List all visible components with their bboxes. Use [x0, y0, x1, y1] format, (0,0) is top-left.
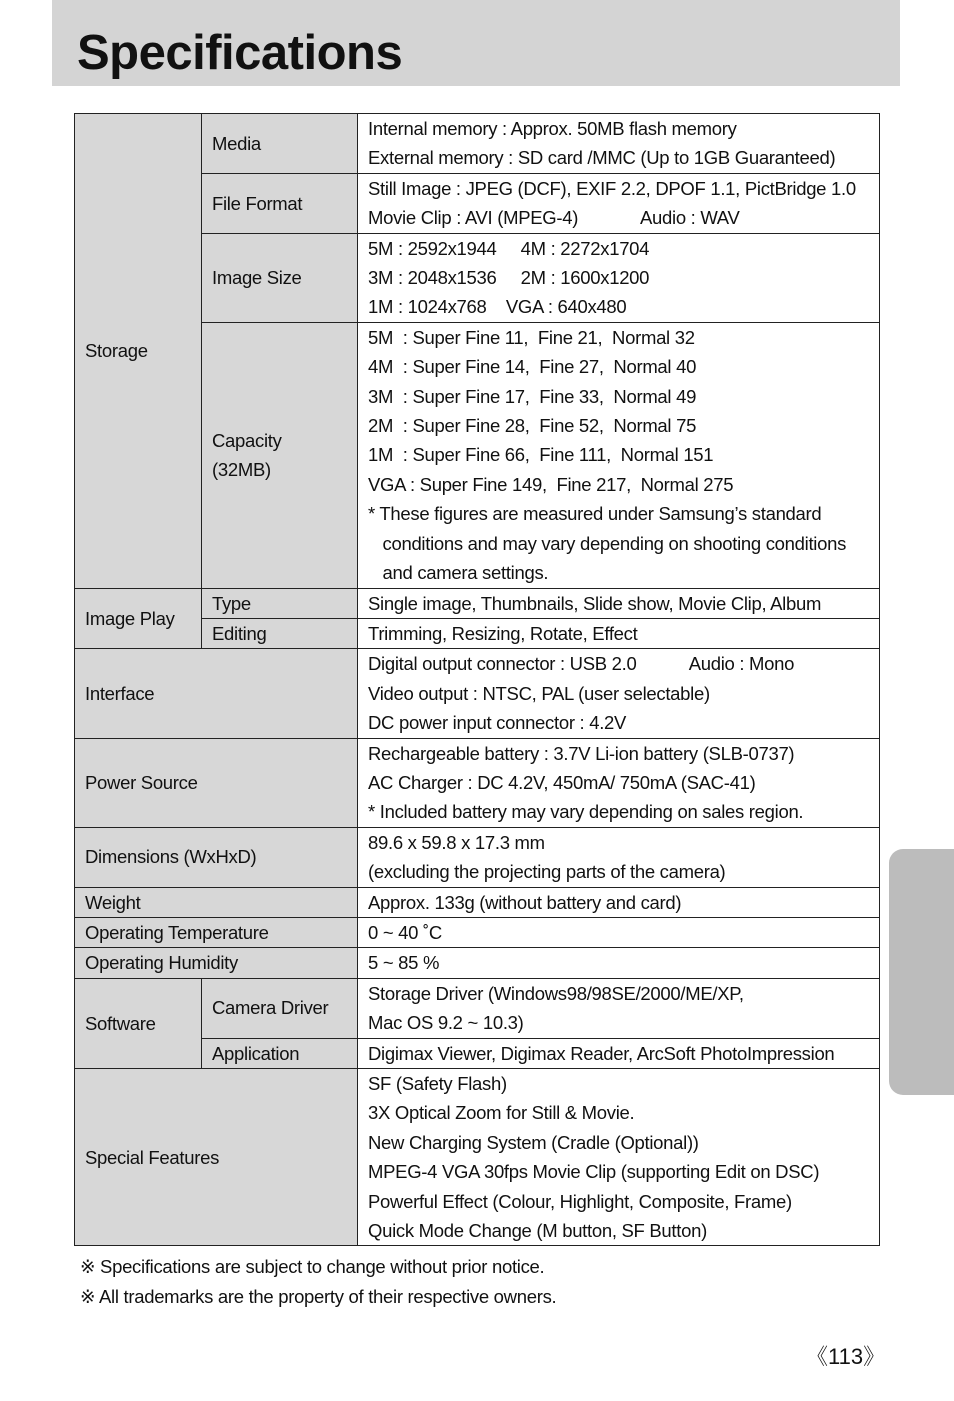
subcategory-camera-driver: Camera Driver	[202, 978, 358, 1038]
value-line: 89.6 x 59.8 x 17.3 mm	[368, 831, 545, 853]
value-line: Digital output connector : USB 2.0 Audio : Mono	[368, 653, 795, 675]
value-line: 3M : 2048x1536 2M : 1600x1200	[368, 267, 650, 289]
specifications-table	[74, 113, 880, 1246]
value-image-size	[358, 233, 880, 322]
subcategory-application: Application	[202, 1038, 358, 1068]
page-title: Specifications	[77, 26, 403, 80]
spec-row-dimensions	[75, 827, 880, 887]
value-line: * These figures are measured under Samsung’s standard	[368, 503, 822, 525]
value-dimensions	[358, 827, 880, 887]
spec-row-operating-humidity	[75, 948, 880, 978]
value-line: 1M : Super Fine 66, Fine 111, Normal 151	[368, 444, 714, 466]
value-line: Mac OS 9.2 ~ 10.3)	[368, 1012, 524, 1034]
value-line: conditions and may vary depending on shooting conditions	[368, 532, 847, 554]
category-storage: Storage	[75, 114, 202, 589]
subcategory-image-size: Image Size	[202, 233, 358, 322]
value-line: 2M : Super Fine 28, Fine 52, Normal 75	[368, 415, 697, 437]
value-camera-driver	[358, 978, 880, 1038]
value-weight: Approx. 133g (without battery and card)	[358, 887, 880, 917]
spec-row-media	[75, 114, 880, 174]
value-operating-humidity: 5 ~ 85 %	[358, 948, 880, 978]
footnote: ※ Specifications are subject to change without prior notice.	[80, 1256, 545, 1277]
value-line: External memory : SD card /MMC (Up to 1GB Guaranteed)	[368, 147, 836, 169]
value-special-features	[358, 1069, 880, 1246]
category-power-source: Power Source	[75, 738, 358, 827]
value-type: Single image, Thumbnails, Slide show, Movie Clip, Album	[358, 588, 880, 618]
value-line: New Charging System (Cradle (Optional))	[368, 1131, 699, 1153]
chapter-side-tab	[889, 849, 954, 1095]
value-line: Quick Mode Change (M button, SF Button)	[368, 1220, 707, 1242]
value-line: and camera settings.	[368, 562, 549, 584]
value-line: * Included battery may vary depending on sales region.	[368, 801, 804, 823]
footnote: ※ All trademarks are the property of their respective owners.	[80, 1285, 557, 1307]
value-line: Still Image : JPEG (DCF), EXIF 2.2, DPOF 1.1, PictBridge 1.0	[368, 177, 856, 199]
subcategory-capacity	[202, 322, 358, 588]
category-special-features: Special Features	[75, 1069, 358, 1246]
value-line: Movie Clip : AVI (MPEG-4) Audio : WAV	[368, 207, 740, 229]
category-operating-temperature: Operating Temperature	[75, 917, 358, 947]
category-image-play: Image Play	[75, 588, 202, 649]
spec-row-weight	[75, 887, 880, 917]
value-media	[358, 114, 880, 174]
spec-row-operating-temperature	[75, 917, 880, 947]
value-line: 3M : Super Fine 17, Fine 33, Normal 49	[368, 385, 697, 407]
value-line: Video output : NTSC, PAL (user selectable)	[368, 682, 710, 704]
value-editing: Trimming, Resizing, Rotate, Effect	[358, 618, 880, 648]
category-software: Software	[75, 978, 202, 1068]
value-line: SF (Safety Flash)	[368, 1073, 507, 1094]
value-operating-temperature: 0 ~ 40 ˚C	[358, 917, 880, 947]
subcategory-media: Media	[202, 114, 358, 174]
footnotes	[80, 1252, 556, 1311]
spec-row-power-source	[75, 738, 880, 827]
value-application: Digimax Viewer, Digimax Reader, ArcSoft PhotoImpression	[358, 1038, 880, 1068]
capacity-label-line: (32MB)	[212, 459, 271, 481]
value-line: AC Charger : DC 4.2V, 450mA/ 750mA (SAC-41)	[368, 771, 756, 793]
category-dimensions: Dimensions (WxHxD)	[75, 827, 358, 887]
value-capacity	[358, 322, 880, 588]
category-weight: Weight	[75, 887, 358, 917]
capacity-label-line: Capacity	[212, 429, 282, 451]
value-line: 5M : Super Fine 11, Fine 21, Normal 32	[368, 326, 695, 348]
subcategory-editing: Editing	[202, 618, 358, 648]
category-operating-humidity: Operating Humidity	[75, 948, 358, 978]
value-power-source	[358, 738, 880, 827]
spec-row-special-features	[75, 1069, 880, 1246]
value-line: 1M : 1024x768 VGA : 640x480	[368, 296, 627, 318]
subcategory-type: Type	[202, 588, 358, 618]
value-line: 3X Optical Zoom for Still & Movie.	[368, 1102, 635, 1124]
spec-row-interface	[75, 649, 880, 738]
value-line: MPEG-4 VGA 30fps Movie Clip (supporting Edit on DSC)	[368, 1161, 820, 1183]
value-line: Internal memory : Approx. 50MB flash memory	[368, 118, 737, 139]
value-line: Powerful Effect (Colour, Highlight, Composite, Frame)	[368, 1190, 792, 1212]
value-line: 5M : 2592x1944 4M : 2272x1704	[368, 237, 650, 259]
spec-row-camera-driver	[75, 978, 880, 1038]
value-line: (excluding the projecting parts of the camera)	[368, 861, 726, 883]
value-line: Rechargeable battery : 3.7V Li-ion battery (SLB-0737)	[368, 742, 795, 764]
category-interface: Interface	[75, 649, 358, 738]
value-file-format	[358, 173, 880, 233]
value-line: 4M : Super Fine 14, Fine 27, Normal 40	[368, 356, 697, 378]
value-interface	[358, 649, 880, 738]
page-number: 《113》	[806, 1344, 886, 1369]
value-line: VGA : Super Fine 149, Fine 217, Normal 275	[368, 473, 734, 495]
value-line: DC power input connector : 4.2V	[368, 712, 627, 734]
subcategory-file-format: File Format	[202, 173, 358, 233]
value-line: Storage Driver (Windows98/98SE/2000/ME/XP,	[368, 982, 744, 1004]
spec-row-type	[75, 588, 880, 618]
